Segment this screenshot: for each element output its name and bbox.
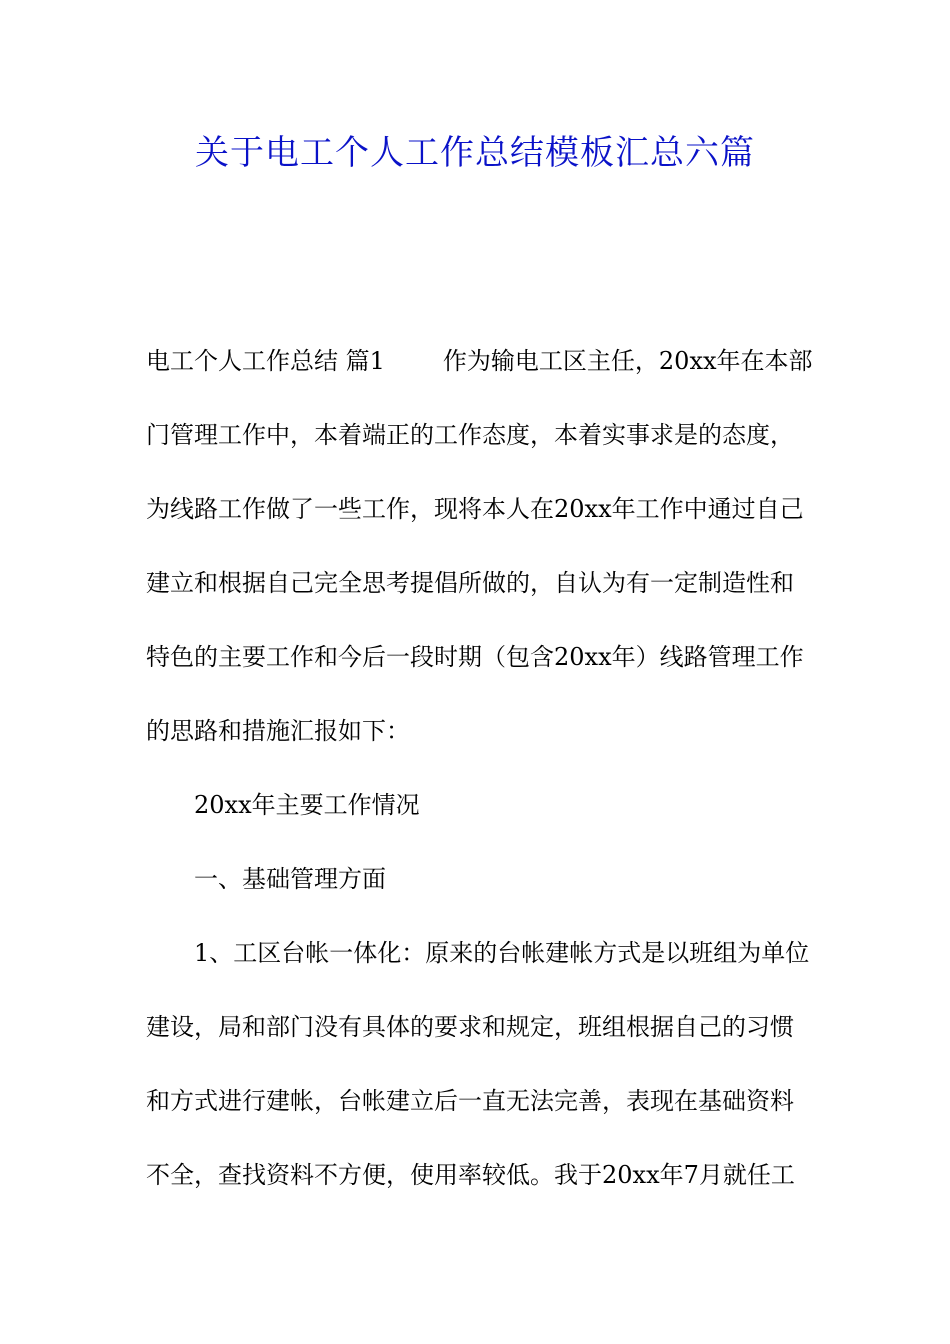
document-body <box>146 336 814 1224</box>
text-line: 的思路和措施汇报如下： <box>146 717 410 745</box>
text-line: 为线路工作做了一些工作，现将本人在20xx年工作中通过自己 <box>146 495 804 523</box>
subheading-basic-management: 一、基础管理方面 <box>194 865 386 893</box>
text-line: 门管理工作中，本着端正的工作态度，本着实事求是的态度， <box>146 421 794 449</box>
text-line: 和方式进行建帐，台帐建立后一直无法完善，表现在基础资料 <box>146 1087 794 1115</box>
subheading-main-work: 20xx年主要工作情况 <box>194 791 420 819</box>
text-line: 1、工区台帐一体化：原来的台帐建帐方式是以班组为单位 <box>194 939 810 967</box>
text-line: 建设，局和部门没有具体的要求和规定，班组根据自己的习惯 <box>146 1013 794 1041</box>
paragraph-start: 作为输电工区主任，20xx年在本部 <box>442 347 813 375</box>
text-line: 建立和根据自己完全思考提倡所做的，自认为有一定制造性和 <box>146 569 794 597</box>
document-title: 关于电工个人工作总结模板汇总六篇 <box>195 133 755 173</box>
text-line <box>146 336 814 410</box>
text-line: 不全，查找资料不方便，使用率较低。我于20xx年7月就任工 <box>146 1161 795 1189</box>
text-line: 特色的主要工作和今后一段时期（包含20xx年）线路管理工作 <box>146 643 804 671</box>
section-heading: 电工个人工作总结 篇1 <box>146 347 385 375</box>
